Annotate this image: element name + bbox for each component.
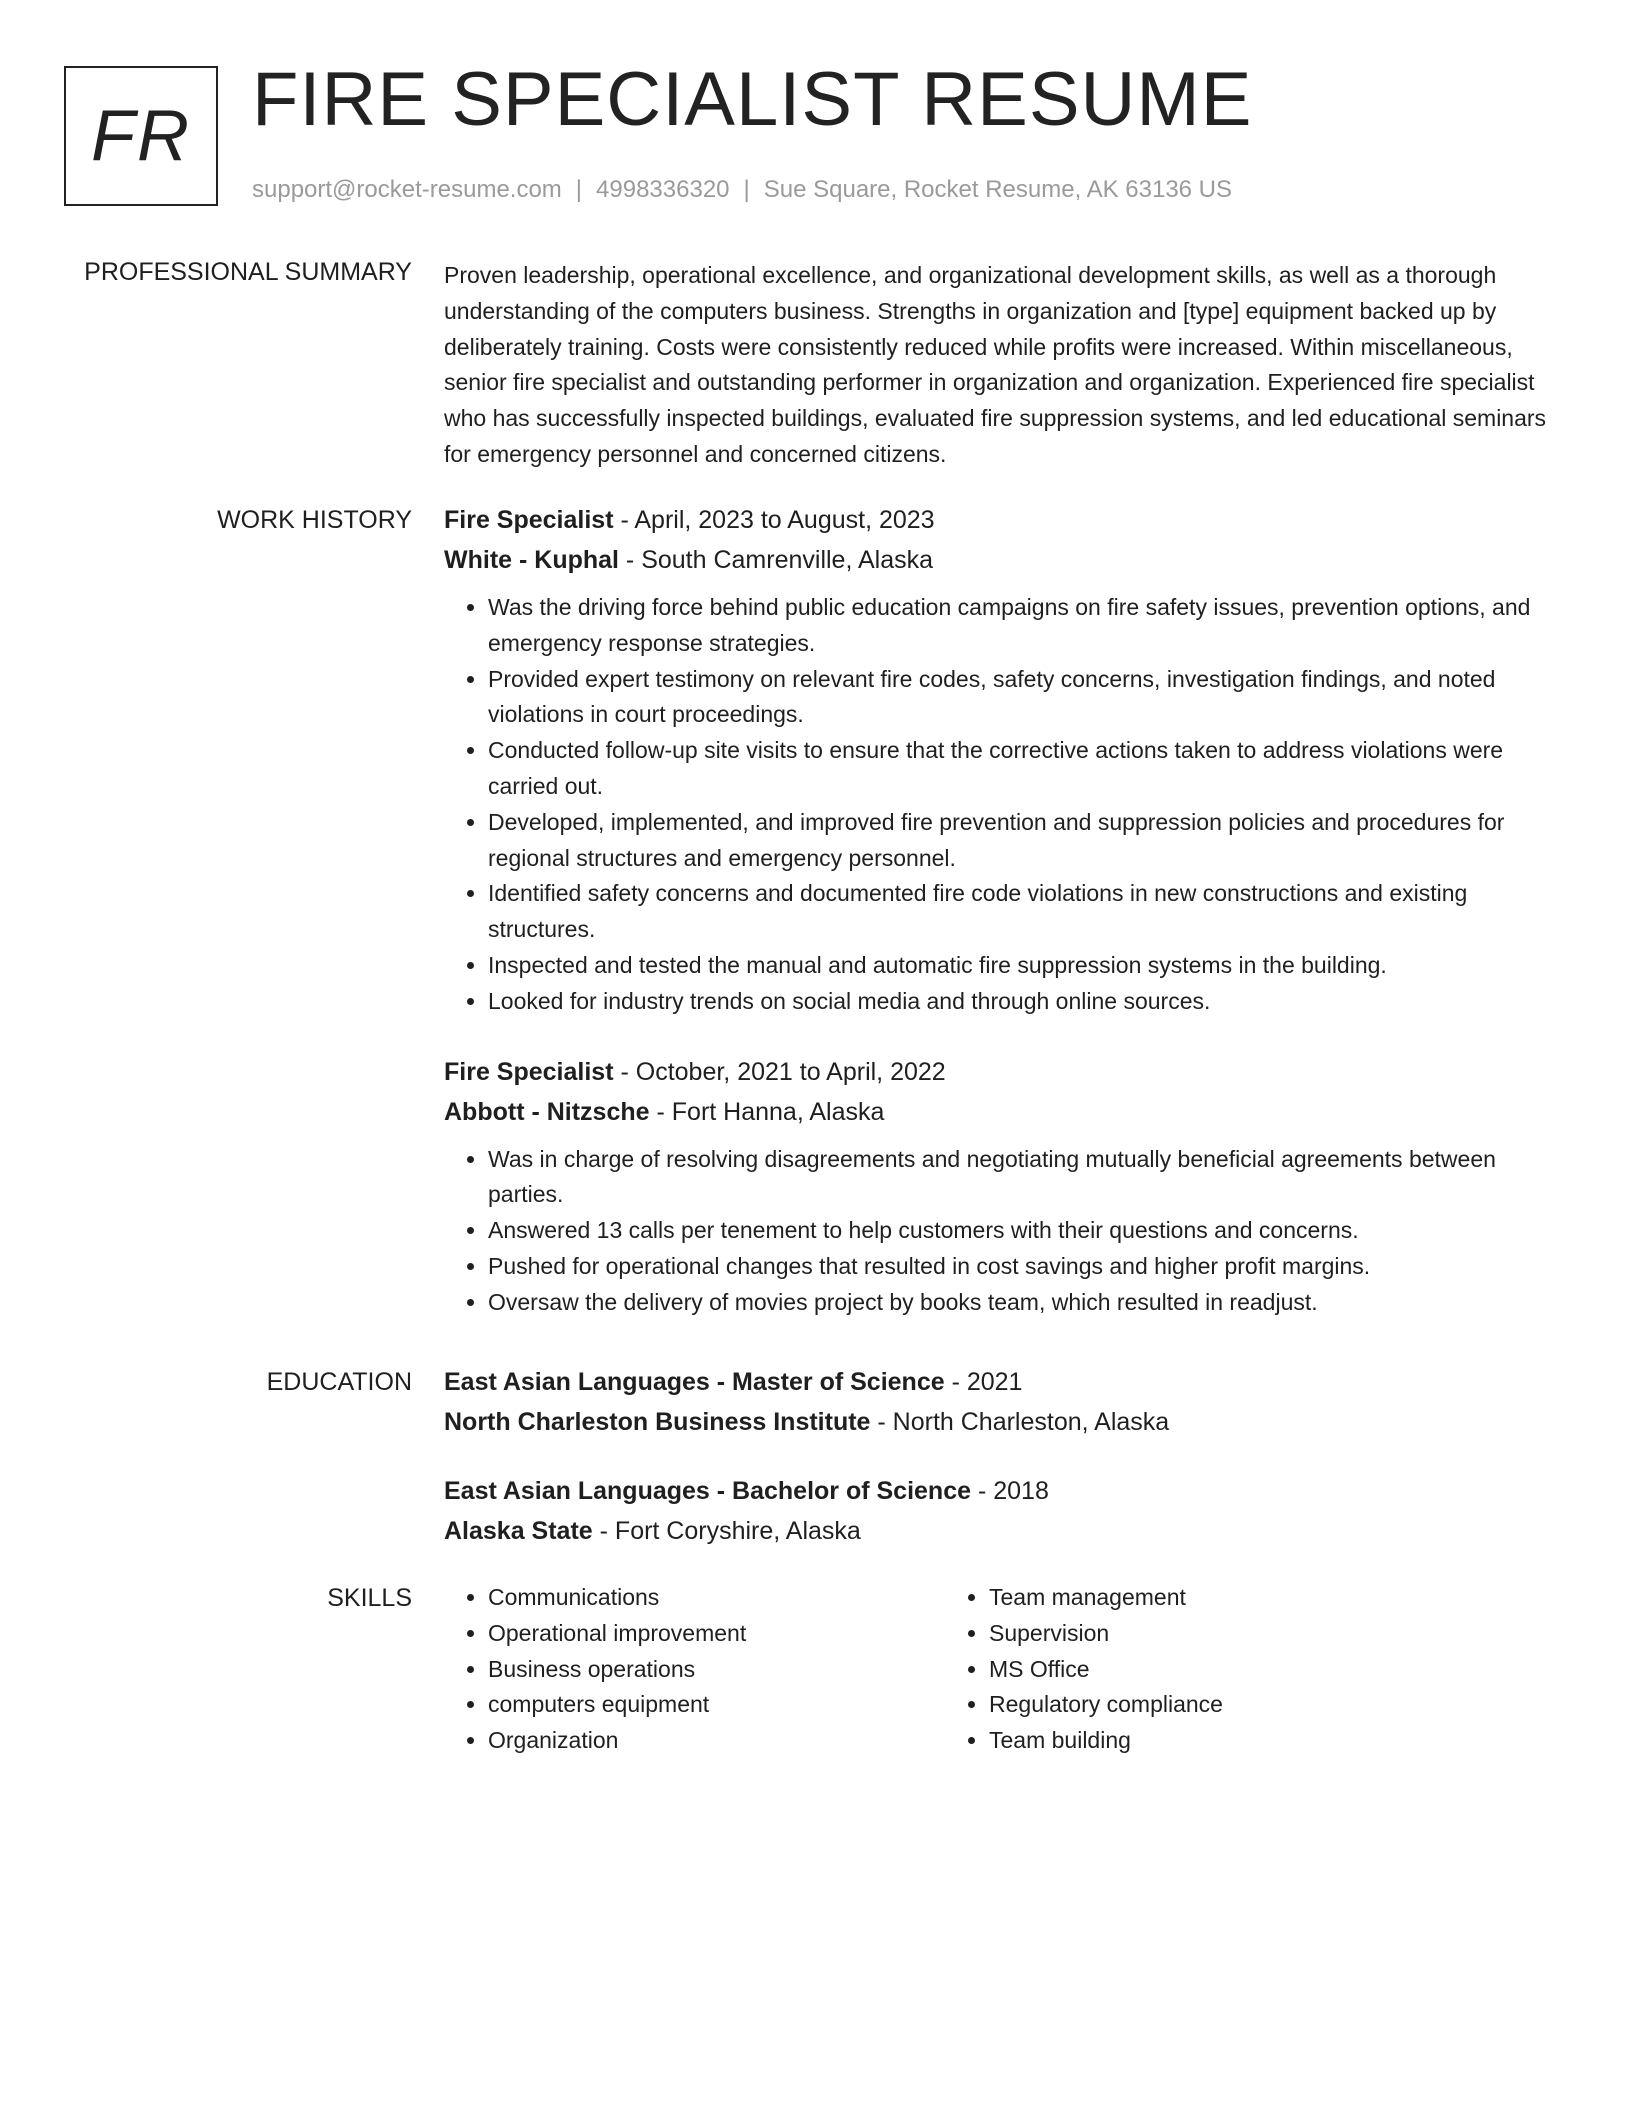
section-label-education: EDUCATION bbox=[266, 1368, 412, 1396]
education-entry bbox=[444, 1471, 1564, 1551]
page-title: FIRE SPECIALIST RESUME bbox=[252, 57, 1253, 142]
education-body bbox=[444, 1362, 1564, 1583]
list-item: • Operational improvement bbox=[488, 1616, 945, 1652]
contact-email: support@rocket-resume.com bbox=[252, 176, 562, 203]
school-location: - North Charleston, Alaska bbox=[870, 1408, 1170, 1436]
monogram: FR bbox=[64, 66, 218, 206]
school-line bbox=[444, 1402, 1564, 1442]
list-item: • Was in charge of resolving disagreements and negotiating mutually beneficial agreements between parties. bbox=[488, 1142, 1564, 1214]
job-company-line bbox=[444, 1092, 1564, 1132]
job-title-line bbox=[444, 1052, 1564, 1092]
summary-body bbox=[444, 258, 1564, 473]
list-item: • Looked for industry trends on social media and through online sources. bbox=[488, 984, 1564, 1020]
list-item: • Developed, implemented, and improved fire prevention and suppression policies and procedures for regional structures and emergency personnel. bbox=[488, 805, 1564, 877]
job-title: Fire Specialist bbox=[444, 506, 614, 534]
list-item: • Pushed for operational changes that resulted in cost savings and higher profit margins. bbox=[488, 1249, 1564, 1285]
school-location: - Fort Coryshire, Alaska bbox=[592, 1517, 861, 1545]
job-location: - South Camrenville, Alaska bbox=[618, 546, 934, 574]
job-bullets bbox=[444, 590, 1564, 1020]
list-item: • Organization bbox=[488, 1723, 945, 1759]
list-item: • Team building bbox=[989, 1723, 1446, 1759]
list-item: • Was the driving force behind public education campaigns on fire safety issues, prevention options, and emergency response strategies. bbox=[488, 590, 1564, 662]
degree: East Asian Languages - Bachelor of Science bbox=[444, 1477, 972, 1505]
section-label-summary: PROFESSIONAL SUMMARY bbox=[84, 258, 412, 286]
list-item: • Identified safety concerns and documented fire code violations in new constructions and existing structures. bbox=[488, 876, 1564, 948]
list-item: • Provided expert testimony on relevant fire codes, safety concerns, investigation findings, and noted violations in court proceedings. bbox=[488, 662, 1564, 734]
degree-year: - 2021 bbox=[944, 1368, 1023, 1396]
list-item: • Regulatory compliance bbox=[989, 1687, 1446, 1723]
contact-separator: | bbox=[575, 176, 583, 203]
skills-column-left bbox=[444, 1580, 945, 1759]
degree-year: - 2018 bbox=[971, 1477, 1049, 1505]
list-item: • Business operations bbox=[488, 1652, 945, 1688]
list-item: • Conducted follow-up site visits to ensure that the corrective actions taken to address violations were carried out. bbox=[488, 733, 1564, 805]
job-location: - Fort Hanna, Alaska bbox=[649, 1097, 885, 1126]
contact-address: Sue Square, Rocket Resume, AK 63136 US bbox=[763, 176, 1233, 203]
list-item: • MS Office bbox=[989, 1652, 1446, 1688]
contact-line bbox=[252, 174, 1232, 206]
job-company: White - Kuphal bbox=[444, 546, 619, 574]
section-label-work: WORK HISTORY bbox=[217, 506, 412, 534]
degree-line bbox=[444, 1471, 1564, 1511]
summary-text: Proven leadership, operational excellence, and organizational development skills, as well as a thorough understanding of the computers business. Strengths in organization and [type] equipment backed up by deliberately training. Costs were consistently reduced while profits were increased. Within miscellaneous, senior fire specialist and outstanding performer in organization and organization. Experienced fire specialist who has successfully inspected buildings, evaluated fire suppression systems, and led educational seminars for emergency personnel and concerned citizens. bbox=[444, 262, 1547, 467]
list-item: • computers equipment bbox=[488, 1687, 945, 1723]
job-bullets bbox=[444, 1142, 1564, 1321]
work-history-body bbox=[444, 500, 1564, 1353]
list-item: • Team management bbox=[989, 1580, 1446, 1616]
school: Alaska State bbox=[444, 1517, 593, 1545]
contact-separator: | bbox=[743, 176, 750, 203]
contact-phone: 4998336320 bbox=[596, 176, 730, 203]
job-dates: - October, 2021 to April, 2022 bbox=[613, 1057, 946, 1086]
job-company: Abbott - Nitzsche bbox=[444, 1097, 650, 1126]
school: North Charleston Business Institute bbox=[444, 1408, 871, 1436]
section-label-skills: SKILLS bbox=[327, 1584, 412, 1612]
job-title: Fire Specialist bbox=[444, 1057, 614, 1086]
degree-line bbox=[444, 1362, 1564, 1402]
school-line bbox=[444, 1511, 1564, 1551]
list-item: • Oversaw the delivery of movies project by books team, which resulted in readjust. bbox=[488, 1285, 1564, 1321]
job-entry bbox=[444, 1052, 1564, 1321]
skills-body bbox=[444, 1580, 1564, 1759]
list-item: • Answered 13 calls per tenement to help customers with their questions and concerns. bbox=[488, 1213, 1564, 1249]
job-entry bbox=[444, 500, 1564, 1020]
skills-column-right bbox=[945, 1580, 1446, 1759]
list-item: • Supervision bbox=[989, 1616, 1446, 1652]
job-title-line bbox=[444, 500, 1564, 540]
job-company-line bbox=[444, 540, 1564, 580]
list-item: • Inspected and tested the manual and automatic fire suppression systems in the building. bbox=[488, 948, 1564, 984]
job-dates: - April, 2023 to August, 2023 bbox=[613, 506, 935, 534]
degree: East Asian Languages - Master of Science bbox=[444, 1368, 945, 1396]
list-item: • Communications bbox=[488, 1580, 945, 1616]
education-entry bbox=[444, 1362, 1564, 1442]
